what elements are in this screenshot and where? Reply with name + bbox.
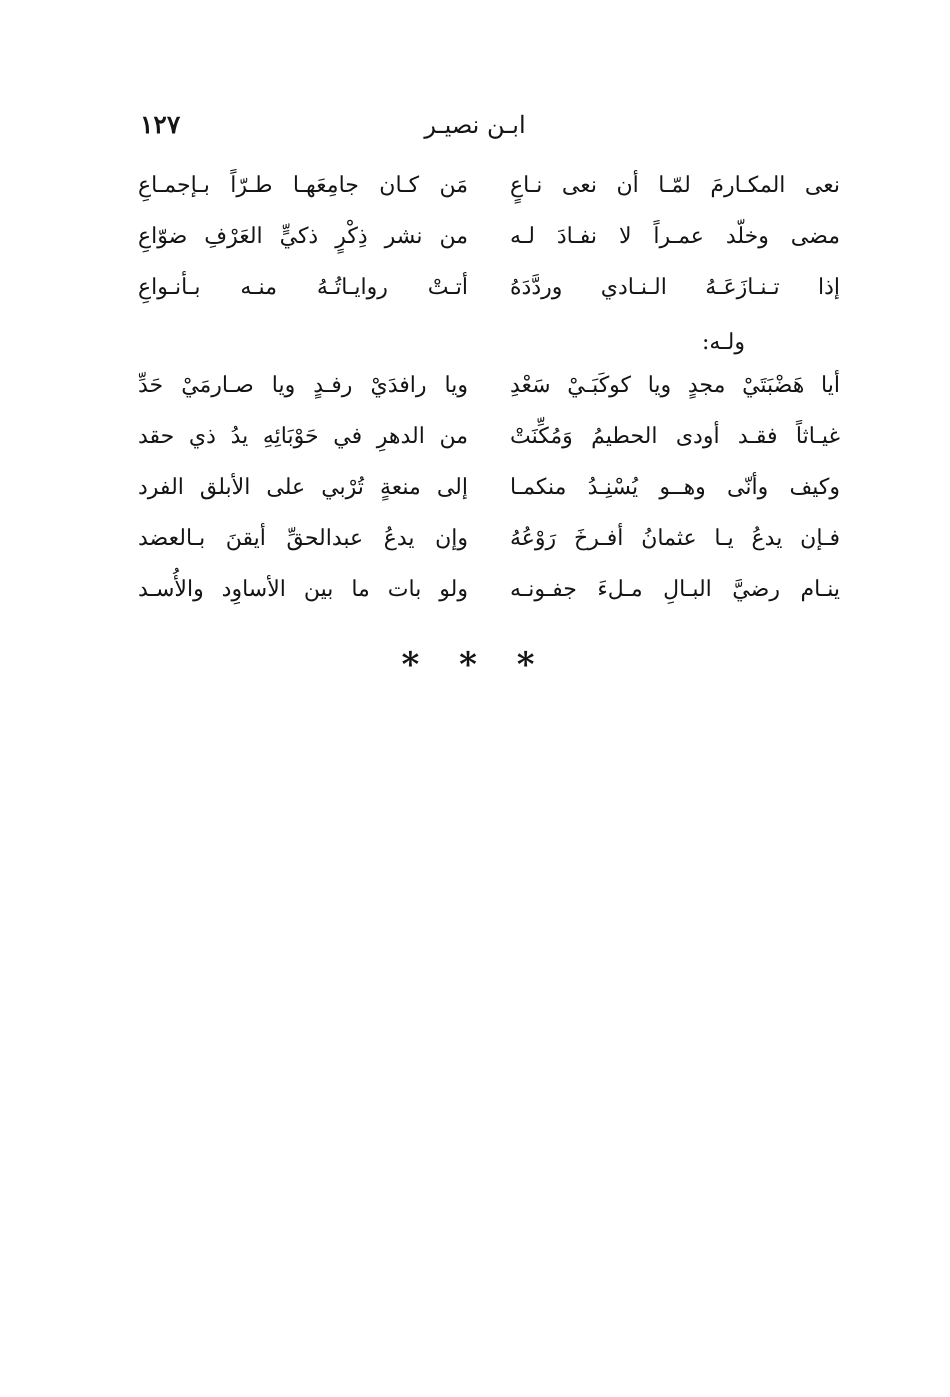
verse-second-half: وإن يدعُ عبدالحقِّ أيقنَ بـالعضد: [138, 526, 468, 551]
verse-line: [0, 267, 950, 318]
verse-second-half: إلى منعةٍ تُرْبي على الأبلق الفرد: [138, 475, 468, 500]
verse-line: [0, 569, 950, 620]
page-title: ابـن نصيـر: [424, 111, 526, 139]
verse-line: [0, 416, 950, 467]
verse-second-half: ويا رافدَيْ رفـدٍ ويا صـارمَيْ حَدِّ: [138, 373, 468, 398]
verse-first-half: فـإن يدعُ يـا عثمانُ أفـرخَ رَوْعُهُ: [510, 526, 840, 551]
verse-line: [0, 165, 950, 216]
verse-first-half: أيا هَضْبَتَيْ مجدٍ ويا كوكَبَـيْ سَعْدِ: [510, 373, 840, 398]
page-number: ١٢٧: [140, 110, 181, 139]
running-head: [0, 105, 950, 145]
verse-line: [0, 365, 950, 416]
verse-first-half: نعى المكـارمَ لمّـا أن نعى نـاعٍ: [510, 173, 840, 198]
verse-first-half: ينـام رضيَّ البـالِ مـلءَ جفـونـه: [510, 577, 840, 602]
verse-second-half: أتـتْ روايـاتُـهُ منـه بـأنـواعِ: [138, 275, 468, 300]
verse-second-half: مَن كـان جامِعَهـا طـرّاً بـإجمـاعِ: [138, 173, 468, 198]
verse-second-half: من نشر ذِكْرٍ ذكيٍّ العَرْفِ ضوّاعِ: [138, 224, 468, 249]
poem-attribution: ولـه:: [702, 330, 745, 355]
verse-first-half: وكيف وأنّى وهــو يُسْنِـدُ منكمـا: [510, 475, 840, 500]
verse-first-half: إذا تـنـازَعَـهُ الـنـادي وردَّدَهُ: [510, 275, 840, 300]
verse-first-half: مضى وخلّد عمـراً لا نفـادَ لـه: [510, 224, 840, 249]
verse-line: [0, 467, 950, 518]
verse-second-half: من الدهرِ في حَوْبَائِهِ يدُ ذي حقد: [138, 424, 468, 449]
verse-second-half: ولو بات ما بين الأساوِد والأُسـد: [138, 577, 468, 602]
verse-first-half: غيـاثاً فقـد أودى الحطيمُ وَمُكِّنَتْ: [510, 424, 840, 449]
verse-line: [0, 518, 950, 569]
verse-line: [0, 216, 950, 267]
poem-two: [0, 365, 950, 620]
section-separator: * * *: [401, 645, 549, 685]
poem-one: [0, 165, 950, 318]
